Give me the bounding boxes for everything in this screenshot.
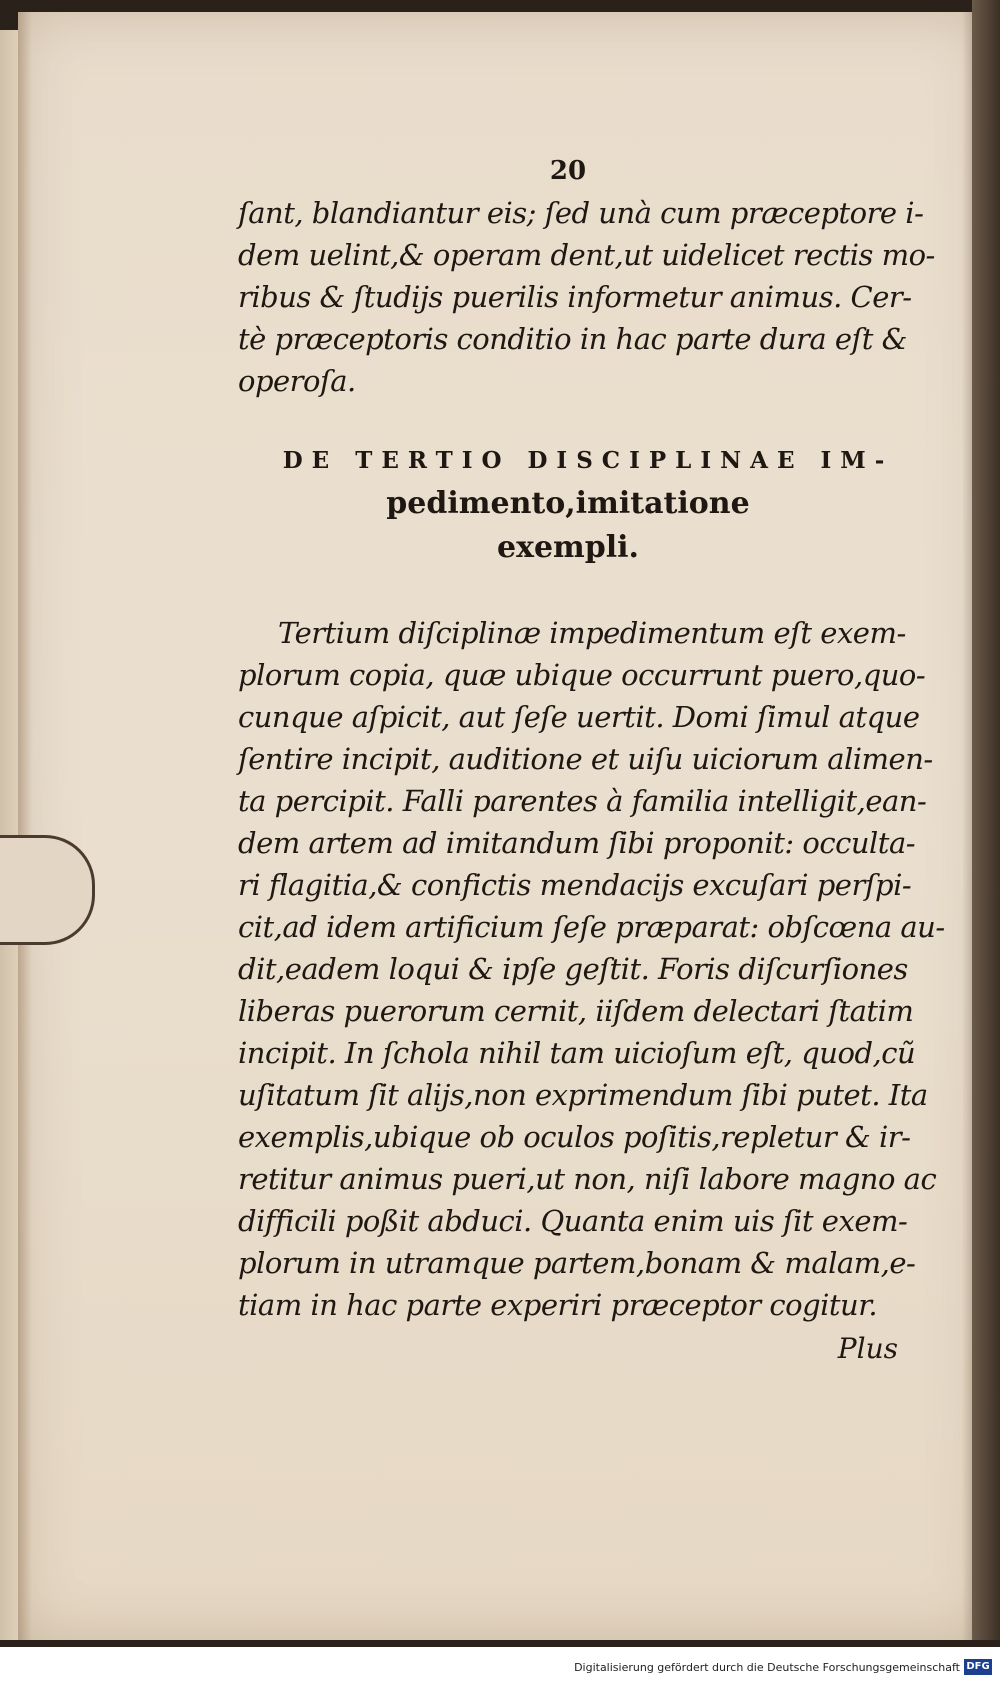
text-line: ri flagitia,& confictis mendacijs excuſari perſpi- [238,868,912,902]
text-line: Tertium diſciplinæ impedimentum eſt exem- [278,616,906,650]
text-line: incipit. In ſchola nihil tam uicioſum eſt, quod,cũ [238,1036,916,1070]
text-line: tè præceptoris conditio in hac parte dura eſt & [238,322,907,356]
text-line: plorum copia, quæ ubique occurrunt puero,quo- [238,658,926,692]
text-line: difficili poßit abduci. Quanta enim uis ſit exem- [238,1204,908,1238]
text-line: retitur animus pueri,ut non, niſi labore magno ac [238,1162,937,1196]
text-line: dit,eadem loqui & ipſe geſtit. Foris diſcurſiones [238,952,908,986]
catchword: Plus [837,1332,898,1365]
heading-line-1: DE TERTIO DISCIPLINAE IM- [282,447,894,474]
book-spine [972,0,1000,1640]
page-number: 20 [549,156,587,186]
body-paragraph [238,612,945,1326]
opening-paragraph [238,192,935,402]
dfg-logo-icon: DFG [964,1659,992,1675]
text-line: plorum in utramque partem,bonam & malam,e- [238,1246,916,1280]
page-text-block [238,150,945,1372]
text-line: dem artem ad imitandum ſibi proponit: occulta- [238,826,916,860]
text-line: cunque aſpicit, aut ſeſe uertit. Domi ſimul atque [238,700,920,734]
text-line: cit,ad idem artificium ſeſe præparat: obſcœna au- [238,910,945,944]
heading-line-3: exempli. [496,530,640,565]
text-line: ta percipit. Falli parentes à familia intelligit,ean- [238,784,927,818]
text-line: operoſa. [238,364,356,398]
text-line: dem uelint,& operam dent,ut uidelicet rectis mo- [238,238,935,272]
text-line: ſant, blandiantur eis; ſed unà cum præceptore i- [238,196,924,230]
text-line: uſitatum ſit alijs,non exprimendum ſibi putet. Ita [238,1078,928,1112]
page-tab-marker [0,835,95,945]
heading-line-2: pedimento,imitatione [386,486,750,521]
text-line: ribus & ſtudijs puerilis informetur animus. Cer- [238,280,912,314]
text-line: liberas puerorum cernit, iiſdem delectari ſtatim [238,994,914,1028]
text-line: tiam in hac parte experiri præceptor cogitur. [238,1288,878,1322]
text-line: ſentire incipit, auditione et uiſu uiciorum alimen- [238,742,933,776]
funding-credit: Digitalisierung gefördert durch die Deutsche Forschungsgemeinschaft [574,1661,960,1674]
text-line: exemplis,ubique ob oculos poſitis,repletur & ir- [238,1120,911,1154]
section-heading [238,440,898,570]
